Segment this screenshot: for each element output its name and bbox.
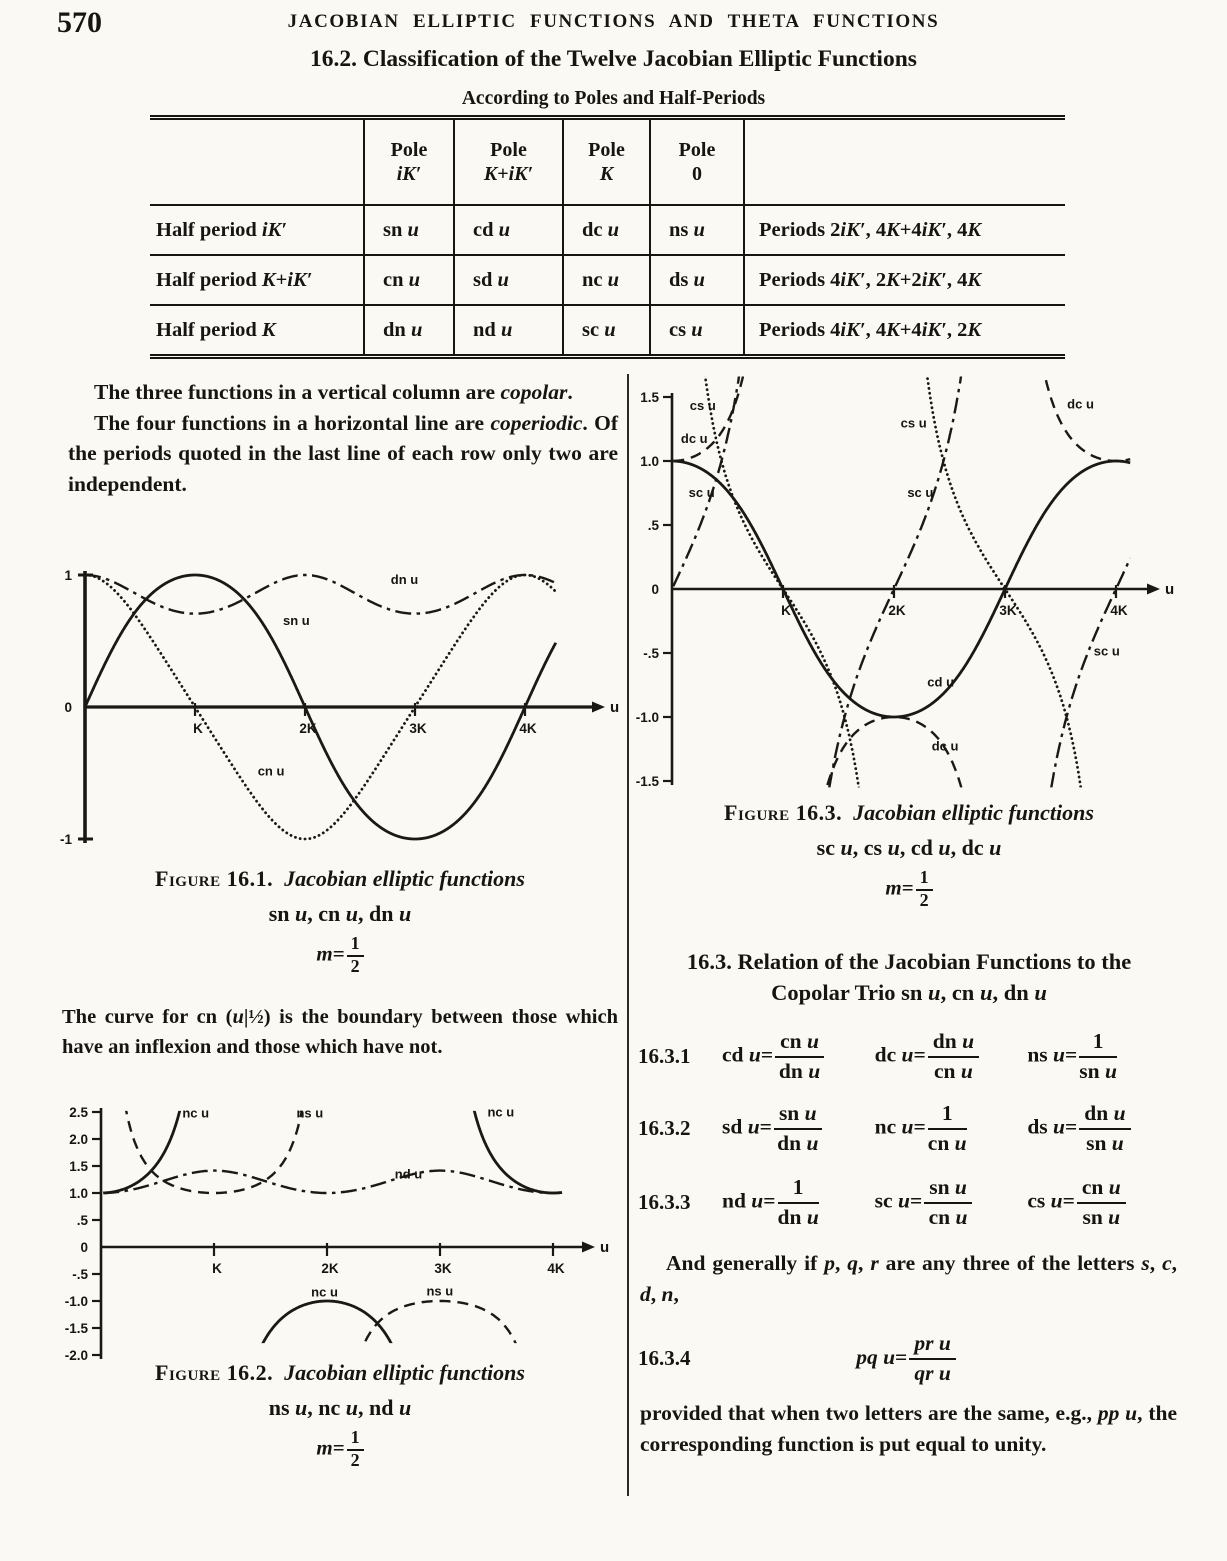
caption-line [638,800,1180,826]
y-tick-label: 2.0 [69,1132,88,1147]
x-tick-label: 2K [321,1261,339,1276]
equation: cs u= $\frac{\text{cn u}}{\text{sn u}}$ [1027,1176,1180,1229]
x-tick-label: K [212,1261,222,1276]
table-cell: dn u [364,305,454,357]
curve-label-cd: cd u [927,674,955,690]
x-axis-label: u [600,1239,610,1256]
section-16-2-subtitle: According to Poles and Half-Periods [461,88,766,109]
figure-title: Jacobian elliptic functions [853,800,1094,825]
figure-16-3-plot [628,372,1193,800]
paragraph-coperiodic: The four functions in a horizontal line are coperiodic. Of the periods quoted in the last line of each row only two are independent. [68,410,618,496]
curve-label-nc: nc u [487,1104,515,1120]
figure-parameter: m= $\frac{1}{2}$ [638,868,1180,912]
curve-label-sc: sc u [1093,643,1120,659]
periods-cell: Periods 4iK′, 2K+2iK′, 4K [744,255,1065,305]
paragraph-copolar: The three functions in a vertical column are copolar. [94,380,573,404]
row-label: Half period K [156,318,276,341]
figure-functions: ns u, nc u, nd u [268,1395,412,1420]
y-tick-label: -1.5 [635,774,659,789]
y-tick-label: -.5 [72,1267,88,1282]
equation: nc u= $\frac{1}{\text{cn u}}$ [874,1101,967,1155]
curve-label-dc: dc u [1067,396,1094,412]
equation-number: 16.3.2 [638,1116,691,1141]
curve-label-ns: ns u [296,1105,324,1121]
periods-cell: Periods 2iK′, 4K+4iK′, 4K [744,205,1065,255]
equation-number: 16.3.4 [638,1346,691,1371]
x-axis-label: u [610,699,620,716]
table-cell: ns u [650,205,744,255]
heading-line-1: 16.3. Relation of the Jacobian Functions to the [686,949,1132,974]
figure-label: Figure 16.1. [155,866,274,891]
curve-label-cn: cn u [257,763,285,779]
equation-row [638,1176,1180,1229]
table-cell: ds u [650,255,744,305]
table-cell: dc u [563,205,650,255]
y-tick-label: -1 [59,832,72,847]
table-row [150,305,1065,357]
section-16-2-title: 16.2. Classification of the Twelve Jacobian Elliptic Functions [310,46,917,72]
y-tick-label: 1.5 [640,390,659,405]
equation-number: 16.3.3 [638,1190,691,1215]
equation: ns u= $\frac{1}{\text{sn u}}$ [1027,1029,1117,1083]
x-axis-arrow [592,702,605,713]
y-tick-label: -2.0 [64,1348,88,1360]
curve-label-sc: sc u [907,484,934,500]
y-tick-label: -1.0 [635,710,659,725]
y-tick-label: .5 [647,518,659,533]
table-header-periods [744,118,1065,206]
table-cell: nc u [563,255,650,305]
curve-nc [103,1078,562,1360]
x-tick-label: 4K [1110,603,1128,618]
heading-line-2: Copolar Trio sn u, cn u, dn u [771,980,1047,1005]
classification-table [150,115,1065,359]
intro-paragraphs [68,377,618,499]
caption-line [60,866,620,892]
curve-label-dn: dn u [390,572,419,588]
y-tick-label: -.5 [643,646,659,661]
x-tick-label: K [193,721,203,736]
equation: ds u= $\frac{\text{dn u}}{\text{sn u}}$ [1027,1102,1180,1155]
equation: dc u= $\frac{\text{dn u}}{\text{cn u}}$ [875,1030,1028,1083]
y-tick-label: 1 [64,568,72,583]
x-axis-arrow [1147,584,1160,595]
page-number: 570 [57,6,102,39]
y-tick-label: 0 [64,700,72,715]
table-cell: cn u [364,255,454,305]
y-tick-label: 0 [80,1240,88,1255]
periods-cell: Periods 4iK′, 4K+4iK′, 2K [744,305,1065,357]
table-cell: sc u [563,305,650,357]
figure-functions: sc u, cs u, cd u, dc u [816,835,1002,860]
curve-label-sc: sc u [688,484,715,500]
x-tick-label: K [781,603,791,618]
figure-16-2-plot [58,1078,623,1360]
curve-label-cs: cs u [900,415,927,431]
caption-line [60,1360,620,1386]
running-head: JACOBIAN ELLIPTIC FUNCTIONS AND THETA FUNCTIONS [287,11,940,32]
y-tick-label: 1.0 [69,1186,88,1201]
table-cell: sn u [364,205,454,255]
equation: cd u= $\frac{\text{cn u}}{\text{dn u}}$ [722,1030,875,1083]
table-cell: nd u [454,305,563,357]
x-tick-label: 4K [547,1261,565,1276]
y-tick-label: 1.0 [640,454,659,469]
section-16-3-heading [638,946,1180,1008]
y-tick-label: .5 [76,1213,88,1228]
figure-16-1-plot [58,543,623,863]
equation: nd u= $\frac{1}{\text{dn u}}$ [722,1175,819,1229]
curve-dn [85,575,556,614]
figure-label: Figure 16.2. [155,1360,274,1385]
curve-label-nd: nd u [394,1166,423,1182]
y-tick-label: 0 [651,582,659,597]
figure-functions: sn u, cn u, dn u [268,901,412,926]
x-tick-label: 3K [999,603,1017,618]
x-tick-label: 4K [519,721,537,736]
table-cell: cs u [650,305,744,357]
curve-label-cs: cs u [689,397,716,413]
equation: sc u= $\frac{\text{sn u}}{\text{cn u}}$ [875,1176,1028,1229]
paragraph-provided: provided that when two letters are the same, e.g., pp u, the corresponding function is put equal to unity. [640,1401,1177,1456]
curve-label-dc: dc u [680,431,708,447]
y-tick-label: 1.5 [69,1159,88,1174]
x-axis-arrow [582,1242,595,1253]
x-tick-label: 3K [409,721,427,736]
table-cell: cd u [454,205,563,255]
equation: pq u= $\frac{\text{pr u}}{\text{qr u}}$ [856,1345,956,1369]
figure-title: Jacobian elliptic functions [284,1360,525,1385]
figure-16-3-caption [638,800,1180,912]
curve-label-dc: dc u [931,738,959,754]
table-row [150,205,1065,255]
row-label: Half period K+iK′ [150,255,364,305]
table-row [150,255,1065,305]
paragraph-generally: And generally if p, q, r are any three of the letters s, c, d, n, [640,1251,1178,1306]
curve-sc [673,372,1130,800]
x-axis-label: u [1165,581,1175,598]
table-header-cell: Pole 0 [650,118,744,206]
table-header-cell: Pole K [563,118,650,206]
equation-row [638,1332,1180,1385]
row-label: Half period iK′ [150,205,364,255]
figure-title: Jacobian elliptic functions [284,866,525,891]
figure-label: Figure 16.3. [724,800,843,825]
figure-16-2-caption [60,1360,620,1472]
equation-row [638,1030,1180,1083]
curve-label-nc: nc u [311,1284,338,1300]
y-tick-label: 2.5 [69,1105,88,1120]
x-tick-label: 3K [434,1261,452,1276]
equation-number: 16.3.1 [638,1044,691,1069]
curve-label-nc: nc u [182,1105,210,1121]
y-tick-label: -1.5 [64,1321,88,1336]
y-tick-label: -1.0 [64,1294,88,1309]
x-tick-label: 2K [888,603,906,618]
figure-parameter: m= $\frac{1}{2}$ [60,1428,620,1472]
curve-ns [103,1078,562,1360]
paragraph-inflexion: The curve for cn (u|½) is the boundary between those which have an inflexion and those which have not. [62,1006,618,1058]
curve-label-ns: ns u [426,1283,454,1299]
table-header-cell: Pole K+iK′ [454,118,563,206]
curve-label-sn: sn u [283,613,310,629]
equation-row [638,1102,1180,1155]
table-header-cell: Pole iK′ [364,118,454,206]
table-corner [150,118,364,206]
table-cell: sd u [454,255,563,305]
x-tick-label: 2K [299,721,317,736]
figure-parameter: m= $\frac{1}{2}$ [60,934,620,978]
curve-nd [103,1171,562,1193]
equation: sd u= $\frac{\text{sn u}}{\text{dn u}}$ [722,1102,875,1155]
figure-16-1-caption [60,866,620,978]
